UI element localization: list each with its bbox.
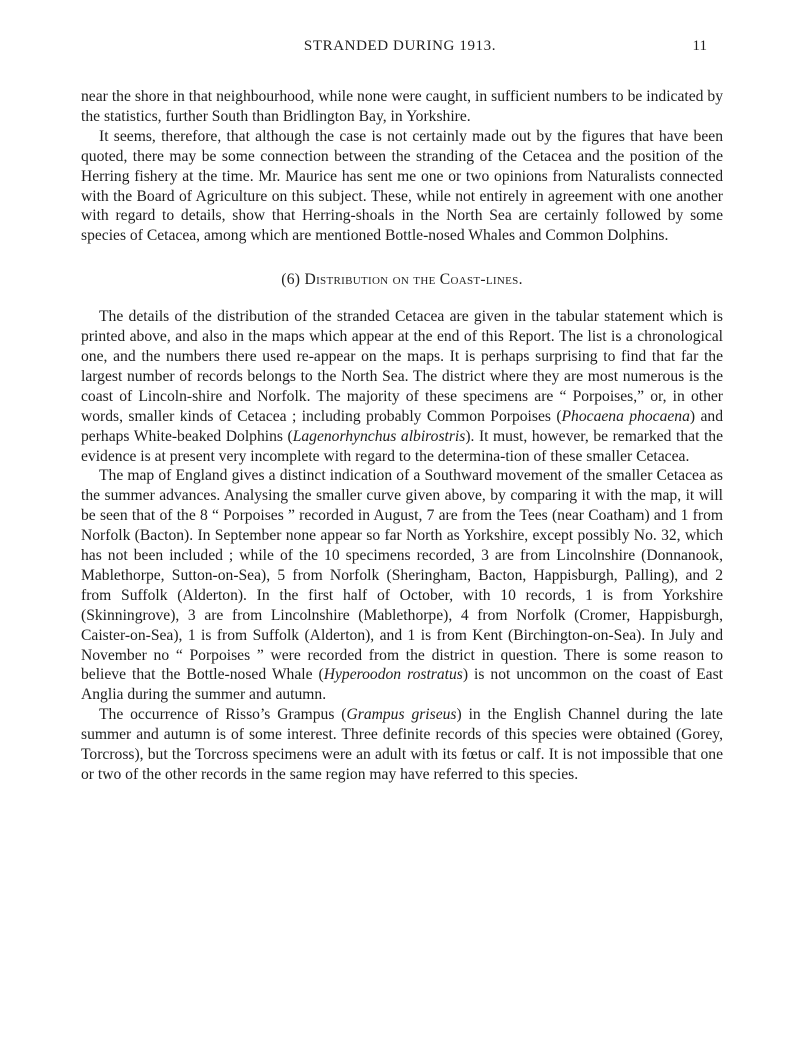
paragraph-rissos-grampus — [81, 705, 723, 785]
running-header — [0, 38, 800, 60]
text-segment: The map of England gives a distinct indication of a Southward movement of the smaller Cetacea as the summer advances. Analysing the smaller curve given above, by comparing it with the map, it will be seen that of the 8 “ Porpoises ” recorded in August, 7 are from the Tees (near Coatham) and 1 from Norfolk (Bacton). In September none appear so far North as Yorkshire, except possibly No. 32, which has not been included ; while of the 10 specimens recorded, 3 are from Lincolnshire (Donnanook, Mablethorpe, Sutton-on-Sea), 5 from Norfolk (Sheringham, Bacton, Happisburgh, Palling), and 2 from Suffolk (Alderton). In the first half of October, with 10 records, 1 is from Yorkshire (Skinningrove), 3 are from Lincolnshire (Mablethorpe), 4 from Norfolk (Cromer, Happisburgh, Caister-on-Sea), 1 is from Suffolk (Alderton), and 1 is from Kent (Birchington-on-Sea). In July and November no “ Porpoises ” were recorded from the district in question. There is some reason to believe that the Bottle-nosed Whale ( — [81, 467, 723, 684]
text-segment: The details of the distribution of the stranded Cetacea are given in the tabular statement which is printed above, and also in the maps which appear at the end of this Report. The list is a chronological one, and the numbers there used re-appear on the maps. It is perhaps surprising to find that far the largest number of records belongs to the North Sea. The district where they are most numerous is the coast of Lincoln-shire and Norfolk. The majority of these specimens are “ Porpoises,” or, in other words, smaller kinds of Cetacea ; including probably Common Porpoises ( — [81, 308, 723, 425]
section-heading — [81, 270, 723, 290]
page-number: 11 — [692, 38, 707, 54]
text-segment: ) and perhaps White-beaked Dolphins ( — [81, 407, 724, 445]
text-segment: ). It must, however, be remarked that the evidence is at present very incomplete with regard to the determina-tion of these smaller Cetacea. — [81, 427, 723, 465]
species-name: Lagenorhynchus albirostris — [292, 427, 466, 445]
text-segment: ) is not uncommon on the coast of East Anglia during the summer and autumn. — [81, 666, 723, 704]
running-title: STRANDED DURING 1913. — [303, 38, 497, 54]
paragraph-distribution — [81, 307, 723, 466]
paragraph-continued: near the shore in that neighbourhood, while none were caught, in sufficient numbers to be indicated by the statistics, further South than Bridlington Bay, in Yorkshire. — [81, 88, 723, 125]
section-title: Distribution on the Coast-lines. — [304, 271, 523, 289]
section-number: (6) — [281, 271, 301, 289]
paragraph-herring-connection: It seems, therefore, that although the case is not certainly made out by the figures that have been quoted, there may be some connection between the stranding of the Cetacea and the position of the Herring fishery at the time. Mr. Maurice has sent me one or two opinions from Naturalists connected with the Board of Agriculture on this subject. These, while not entirely in agreement with one another with regard to details, show that Herring-shoals in the North Sea are certainly followed by some species of Cetacea, among which are mentioned Bottle-nosed Whales and Common Dolphins. — [81, 127, 723, 245]
species-name: Phocaena phocaena — [561, 407, 690, 425]
text-segment: ) in the English Channel during the late summer and autumn is of some interest. Three definite records of this species were obtained (Gorey, Torcross), but the Torcross specimens were an adult with its fœtus or calf. It is not impossible that one or two of the other records in the same region may have referred to this species. — [81, 706, 723, 783]
text-segment: The occurrence of Risso’s Grampus ( — [99, 706, 347, 724]
paragraph-southward-movement — [81, 466, 723, 705]
body-text — [81, 87, 723, 785]
species-name: Grampus griseus — [346, 706, 457, 724]
species-name: Hyperoodon rostratus — [323, 666, 463, 684]
